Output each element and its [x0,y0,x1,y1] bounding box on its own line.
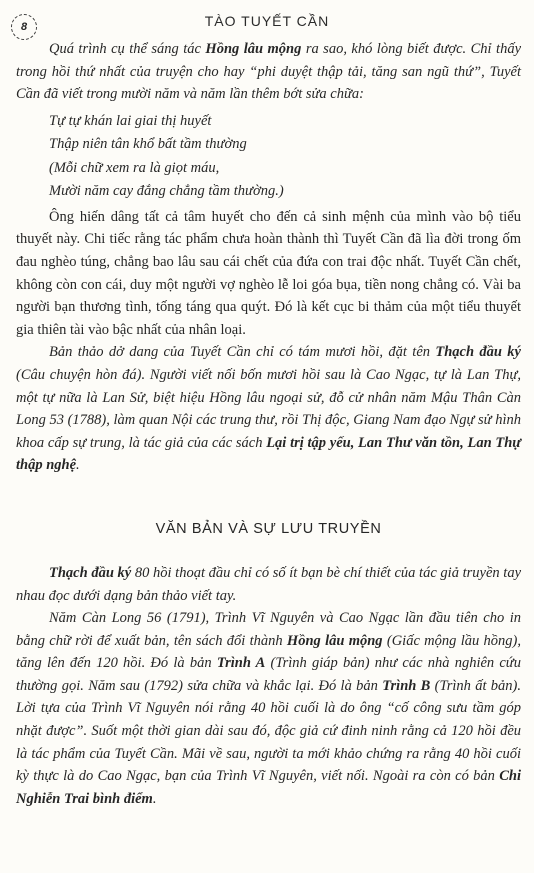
paragraph-editions [16,607,521,810]
paragraph-intro [16,38,521,106]
poem-line: Tự tự khán lai giai thị huyết [49,112,212,129]
poem-line: Mười năm cay đắng chẳng tầm thường.) [49,183,284,200]
p3-text-a: Bản thảo dở dang của Tuyết Cần chỉ có tám mươi hồi, đặt tên [49,344,436,361]
p4-text-b: 80 hồi thoạt đầu chỉ có số ít bạn bè chí thiết của tác giả truyền tay nhau đọc dưới dạng bản thảo viết tay. [16,564,522,604]
p5-text-a: Năm Càn Long 56 (1791), Trình Vĩ Nguyên và Cao Ngạc lần đầu tiên cho in bằng chữ rời để xuất bản, tên sách đổi thành [16,610,521,649]
p5-text-g: (Trình ất bản). Lời tựa của Trình Vĩ Nguyên nói rằng 40 hồi cuối là do ông “cố công sưu tầm góp nhặt được”. Suốt một thời gian dài sau đó, độc giả cứ đinh ninh rằng cả 120 hồi đều là tác phẩm của Tuyết Cần. Mãi về sau, người ta mới khảo chứng ra rằng 40 hồi cuối kỳ thực là do Cao Ngạc, bạn của Trình Vĩ Nguyên, viết nối. Ngoài ra còn có bản [16,677,521,785]
p5-text-c: (Giấc mộng lầu hồng), tăng lên đến 120 hồi. Đó là bản [16,632,521,672]
paragraph-dedication: Ông hiến dâng tất cả tâm huyết cho đến cả sinh mệnh của mình vào bộ tiểu thuyết này. Chi tiếc rằng tác phẩm chưa hoàn thành thì Tuyết Cần đã lìa đời trong ốm đau nghèo túng, chẳng bao lâu sau cái chết của đứa con trai độc nhất. Tuyết Cần chết, không còn con cái, duy một người vợ nghèo lễ loi góa bụa, tiền nong chẳng có. Vài ba người bạn thương tình, tống táng qua quýt. Đó là kết cục bi thảm của một tiểu thuyết gia thiên tài vào bậc nhất của nhân loại. [16,208,521,338]
paragraph-manuscript [16,341,521,477]
p3-book-titles: Lại trị tập yếu, Lan Thư văn tồn, Lan Thự thập nghệ [16,434,521,474]
p5-edition-chi-nghien-trai: Chi Nghiễn Trai bình điểm [16,768,521,807]
p3-text-c: (Câu chuyện hòn đá). Người viết nối bốn mươi hồi sau là Cao Ngạc, tự là Lan Thự, một tự nữa là Lan Sử, biệt hiệu Hồng lâu ngoại sử, đỗ cử nhân năm Mậu Thân Càn Long 53 (1788), làm quan Nội các trung thư, rồi Thị độc, Giang Nam đạo Ngự sử hình khoa cấp sự trung, là tác giả của các sách [16,366,521,451]
page-number-text: 8 [20,21,28,33]
p5-text-e: (Trình giáp bản) như các nhà nghiên cứu thường gọi. Năm sau (1792) sửa chữa và khắc lại. Đó là bản [16,655,521,694]
poem-block [49,110,521,204]
running-header: TÀO TUYẾT CẦN [204,13,330,29]
p5-text-i: . [152,790,157,807]
page-body [16,38,521,810]
p1-title-hong-lau-mong: Hồng lâu mộng [205,41,302,57]
poem-line: Thập niên tân khổ bất tầm thường [49,136,247,153]
p3-title-thach-dau-ky: Thạch đầu ký [435,344,521,361]
p4-title-thach-dau-ky: Thạch đầu ký [49,564,132,581]
p3-text-e: . [76,457,80,474]
p5-edition-trinh-a: Trình A [216,655,266,672]
p5-title-hong-lau-mong: Hồng lâu mộng [286,632,383,649]
section-heading: VĂN BẢN VÀ SỰ LƯU TRUYỀN [155,520,382,537]
poem-line: (Mỗi chữ xem ra là giọt máu, [49,159,220,176]
paragraph-early-circulation [16,562,521,607]
p1-text-c: ra sao, khó lòng biết được. Chỉ thấy trong hồi thứ nhất của truyện cho hay “phi duyệt thập tải, tăng san ngũ thứ”, Tuyết Cần đã viết trong mười năm và năm lần thêm bớt sửa chữa: [16,41,522,103]
p5-edition-trinh-b: Trình B [382,677,431,694]
p1-text-a: Quá trình cụ thể sáng tác [49,41,206,57]
